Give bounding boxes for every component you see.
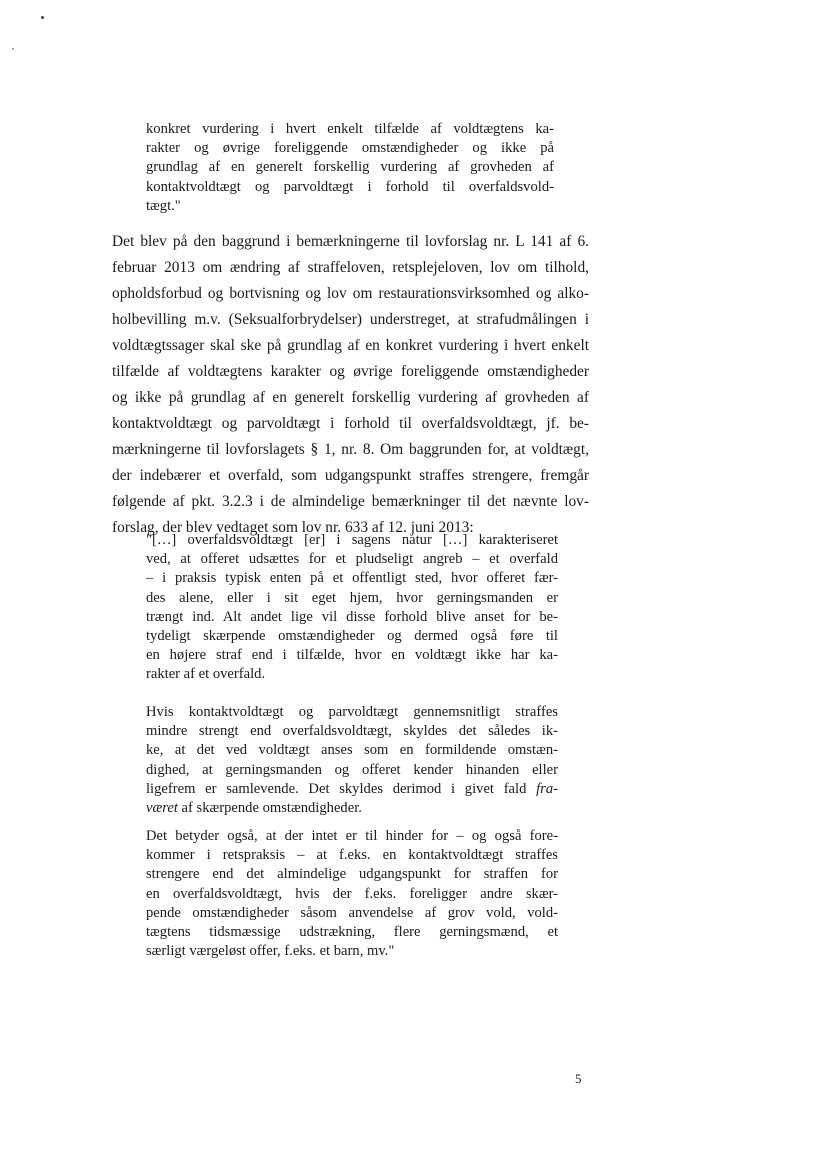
line-text: af skærpende omstændigheder. — [177, 800, 362, 817]
text-line: februar 2013 om ændring af straffeloven, retsplejeloven, lov om tilhold, — [112, 259, 589, 276]
text-line: konkret vurdering i hvert enkelt tilfælde af voldtægtens ka- — [146, 121, 554, 137]
text-line: Det betyder også, at der intet er til hinder for – og også fore- — [146, 828, 558, 844]
text-line — [146, 780, 558, 799]
text-line: ke, at det ved voldtægt anses som en formildende omstæn- — [146, 742, 558, 759]
text-line: Det blev på den baggrund i bemærkningerne til lovforslag nr. L 141 af 6. — [112, 233, 589, 250]
text-line: forslag, der blev vedtaget som lov nr. 633 af 12. juni 2013: — [112, 519, 474, 536]
text-line: pende omstændigheder såsom anvendelse af grov vold, vold- — [146, 904, 558, 921]
text-line: en højere straf end i tilfælde, hvor en voldtægt ikke har ka- — [146, 647, 558, 664]
text-line: og ikke på grundlag af en generelt forskellig vurdering af grovheden af — [112, 389, 589, 406]
text-line: opholdsforbud og bortvisning og lov om restaurationsvirksomhed og alko- — [112, 285, 589, 302]
text-line: særligt værgeløst offer, f.eks. et barn, mv." — [146, 943, 395, 960]
text-line: mærkningerne til lovforslagets § 1, nr. 8. Om baggrunden for, at voldtægt, — [112, 441, 589, 458]
text-line: følgende af pkt. 3.2.3 i de almindelige bemærkninger til det nævnte lov- — [112, 493, 589, 510]
text-line — [146, 799, 558, 818]
text-line: kommer i retspraksis – at f.eks. en kontaktvoldtægt straffes — [146, 847, 558, 864]
text-line: tydeligt skærpende omstændigheder og dermed også føre til — [146, 628, 558, 645]
text-line: der indebærer et overfald, som udgangspunkt straffes strengere, fremgår — [112, 467, 589, 484]
text-line: ved, at offeret udsættes for et pludseligt angreb – et overfald — [146, 551, 558, 568]
text-line: tægtens tidsmæssige udstrækning, flere gerningsmænd, et — [146, 924, 558, 941]
scan-speck — [12, 48, 14, 50]
text-line: mindre strengt end overfaldsvoldtægt, skyldes det således ik- — [146, 723, 558, 740]
text-line: tilfælde af voldtægtens karakter og øvrige foreliggende omstændigheder — [112, 363, 589, 380]
text-line: voldtægtssager skal ske på grundlag af en konkret vurdering i hvert enkelt — [112, 337, 589, 354]
quote-block-3 — [146, 827, 558, 961]
body-paragraph — [112, 229, 589, 541]
text-line: des alene, eller i sit eget hjem, hvor gerningsmanden er — [146, 589, 558, 606]
text-line: kontaktvoldtægt og parvoldtægt i forhold til overfaldsvold- — [146, 178, 554, 195]
text-line: trængt ind. Alt andet lige vil disse forhold blive anset for be- — [146, 608, 558, 625]
text-line: dighed, at gerningsmanden og offeret kender hinanden eller — [146, 761, 558, 778]
text-line: – i praksis typisk enten på et offentligt sted, hvor offeret fær- — [146, 570, 558, 587]
text-line: rakter af et overfald. — [146, 666, 266, 683]
text-line: kontaktvoldtægt og parvoldtægt i forhold til overfaldsvoldtægt, jf. be- — [112, 415, 589, 432]
text-line: en overfaldsvoldtægt, hvis der f.eks. foreligger andre skær- — [146, 885, 558, 902]
italic-word: fra- — [536, 780, 558, 797]
italic-word: været — [146, 800, 178, 817]
text-line: rakter og øvrige foreliggende omstændigheder og ikke på — [146, 140, 554, 157]
text-line: strengere end det almindelige udgangspunkt for straffen for — [146, 866, 558, 883]
text-line: tægt." — [146, 197, 181, 214]
text-line: grundlag af en generelt forskellig vurdering af grovheden af — [146, 159, 554, 176]
page-number: 5 — [575, 1071, 582, 1086]
scan-speck — [41, 16, 44, 19]
text-line: holbevilling m.v. (Seksualforbrydelser) understreget, at strafudmålingen i — [112, 311, 589, 328]
text-line: "[…] overfaldsvoldtægt [er] i sagens natur […] karakteriseret — [146, 532, 558, 548]
quote-block-1 — [146, 531, 558, 685]
quote-block-2 — [146, 703, 558, 818]
line-text: ligefrem er samlevende. Det skyldes derimod i givet fald — [146, 780, 527, 797]
top-quote-block — [146, 120, 554, 216]
text-line: Hvis kontaktvoldtægt og parvoldtægt gennemsnitligt straffes — [146, 704, 558, 720]
